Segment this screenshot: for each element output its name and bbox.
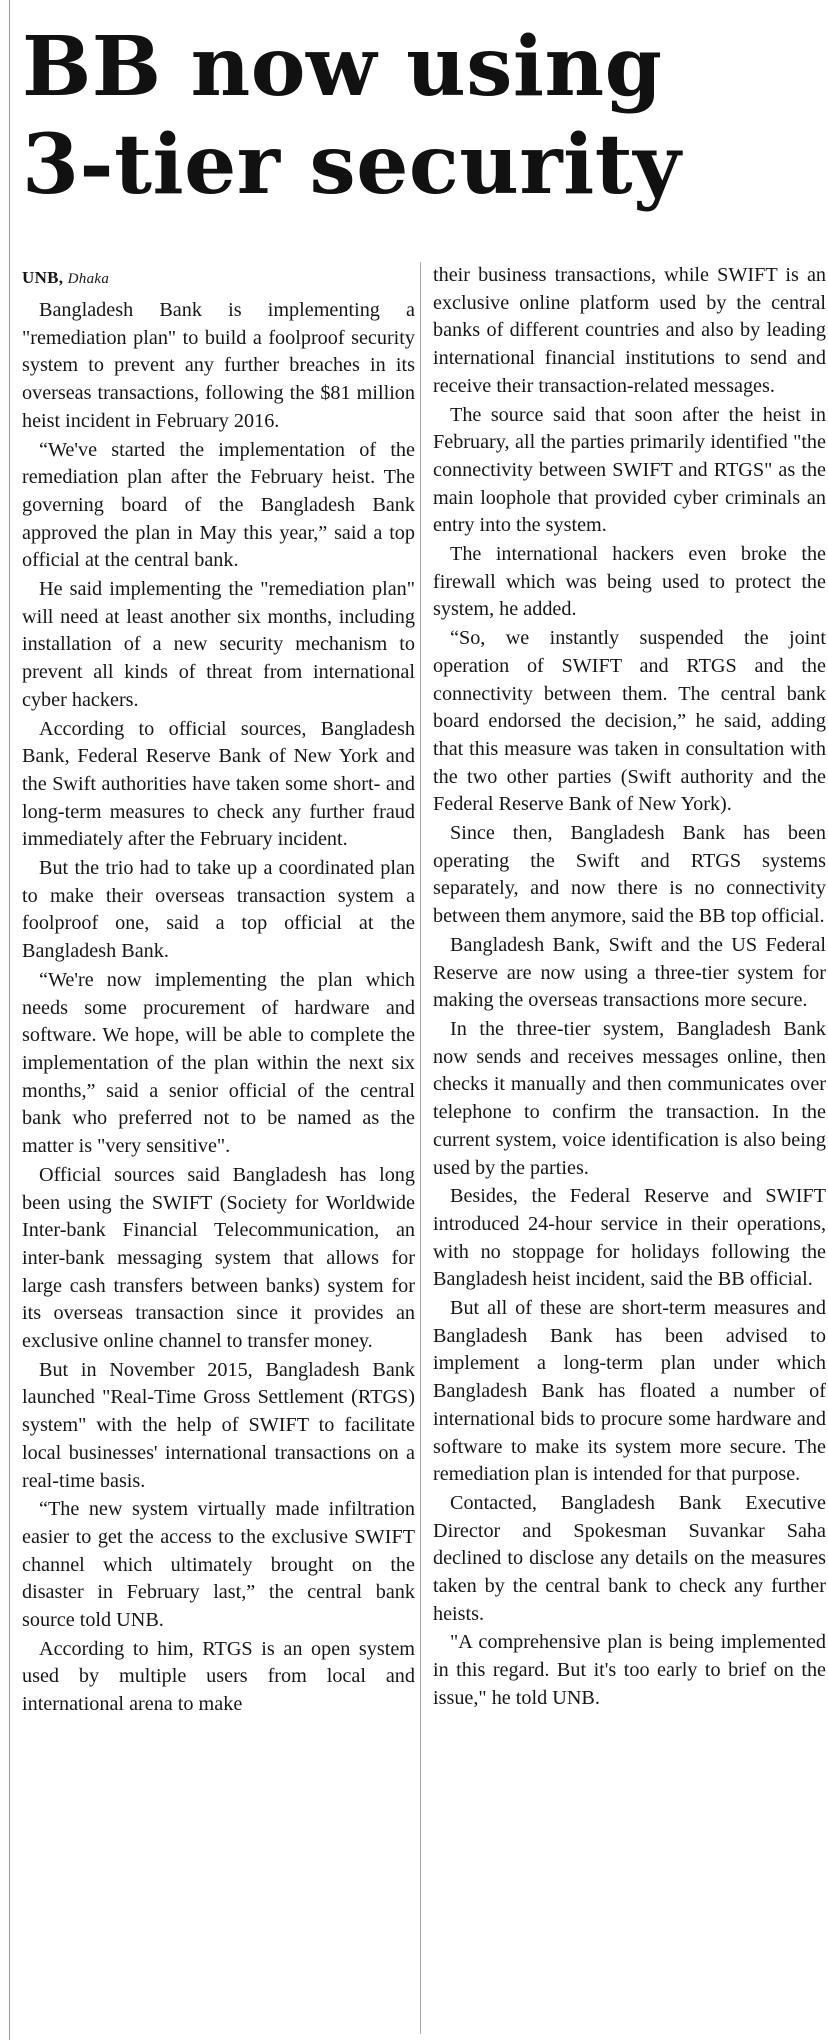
headline-line-1: BB now using — [22, 19, 663, 115]
paragraph: “So, we instantly suspended the joint operation of SWIFT and RTGS and the connectivity between them. The central bank board endorsed the decision,” he said, adding that this measure was taken in consultation with the two other parties (Swift authority and the Federal Reserve Bank of New York). — [433, 627, 826, 816]
article-column-left — [22, 268, 415, 1719]
paragraph: But all of these are short-term measures and Bangladesh Bank has been advised to implement a long-term plan under which Bangladesh Bank has floated a number of international bids to procure some hardware and software to make its system more secure. The remediation plan is intended for that purpose. — [433, 1297, 826, 1486]
paragraph: The source said that soon after the heist in February, all the parties primarily identified "the connectivity between SWIFT and RTGS" as the main loophole that provided cyber criminals an entry into the system. — [433, 403, 826, 537]
paragraph: The international hackers even broke the firewall which was being used to protect the system, he added. — [433, 543, 826, 621]
paragraph: According to him, RTGS is an open system used by multiple users from local and international arena to make — [22, 1637, 415, 1716]
headline-line-2: 3-tier security — [22, 117, 682, 213]
article-column-right — [433, 262, 826, 1713]
column-divider — [420, 262, 421, 2034]
paragraph: In the three-tier system, Bangladesh Bank now sends and receives messages online, then checks it manually and then communicates over telephone to confirm the transaction. In the current system, voice identification is also being used by the parties. — [433, 1017, 826, 1179]
paragraph: Bangladesh Bank is implementing a "remediation plan" to build a foolproof security system to prevent any further breaches in its overseas transactions, following the $81 million heist incident in February 2016. — [22, 299, 415, 432]
paragraph: Since then, Bangladesh Bank has been operating the Swift and RTGS systems separately, and now there is no connectivity between them anymore, said the BB top official. — [433, 822, 826, 928]
paragraph: But the trio had to take up a coordinated plan to make their overseas transaction system a foolproof one, said a top official at the Bangladesh Bank. — [22, 857, 415, 963]
paragraph: Bangladesh Bank, Swift and the US Federal Reserve are now using a three-tier system for making the overseas transactions more secure. — [433, 933, 826, 1012]
paragraph: According to official sources, Bangladesh Bank, Federal Reserve Bank of New York and the Swift authorities have taken some short- and long-term measures to check any further fraud immediately after the February incident. — [22, 717, 415, 851]
byline-place: Dhaka — [67, 271, 110, 287]
byline-agency: UNB, — [22, 268, 64, 287]
paragraph: Official sources said Bangladesh has long been using the SWIFT (Society for Worldwide Inter-bank Financial Telecommunication, an inter-bank messaging system that allows for large cash transfers between banks) system for its overseas transaction since it provides an exclusive online channel to transfer money. — [22, 1163, 415, 1353]
byline — [22, 268, 415, 289]
paragraph: But in November 2015, Bangladesh Bank launched "Real-Time Gross Settlement (RTGS) system" with the help of SWIFT to facilitate local businesses' international transactions on a real-time basis. — [22, 1358, 415, 1492]
paragraph: Contacted, Bangladesh Bank Executive Director and Spokesman Suvankar Saha declined to disclose any details on the measures taken by the central bank to check any further heists. — [433, 1491, 826, 1625]
paragraph: “We've started the implementation of the remediation plan after the February heist. The governing board of the Bangladesh Bank approved the plan in May this year,” said a top official at the central bank. — [22, 438, 415, 572]
paragraph: Besides, the Federal Reserve and SWIFT introduced 24-hour service in their operations, with no stoppage for holidays following the Bangladesh heist incident, said the BB official. — [433, 1185, 826, 1291]
paragraph: “We're now implementing the plan which needs some procurement of hardware and software. We hope, will be able to complete the implementation of the plan within the next six months,” said a senior official of the central bank who preferred not to be named as the matter is "very sensitive". — [22, 968, 415, 1158]
paragraph: He said implementing the "remediation plan" will need at least another six months, including installation of a new security mechanism to prevent all kinds of threat from international cyber hackers. — [22, 578, 415, 711]
paragraph: “The new system virtually made infiltration easier to get the access to the exclusive SWIFT channel which ultimately brought on the disaster in February last,” the central bank source told UNB. — [22, 1498, 415, 1632]
paragraph: "A comprehensive plan is being implemented in this regard. But it's too early to brief on the issue," he told UNB. — [433, 1631, 826, 1709]
paragraph-continued: their business transactions, while SWIFT is an exclusive online platform used by the central banks of different countries and also by leading international financial institutions to send and receive their transaction-related messages. — [433, 264, 826, 397]
headline — [22, 18, 822, 214]
left-margin-rule — [9, 0, 10, 2040]
